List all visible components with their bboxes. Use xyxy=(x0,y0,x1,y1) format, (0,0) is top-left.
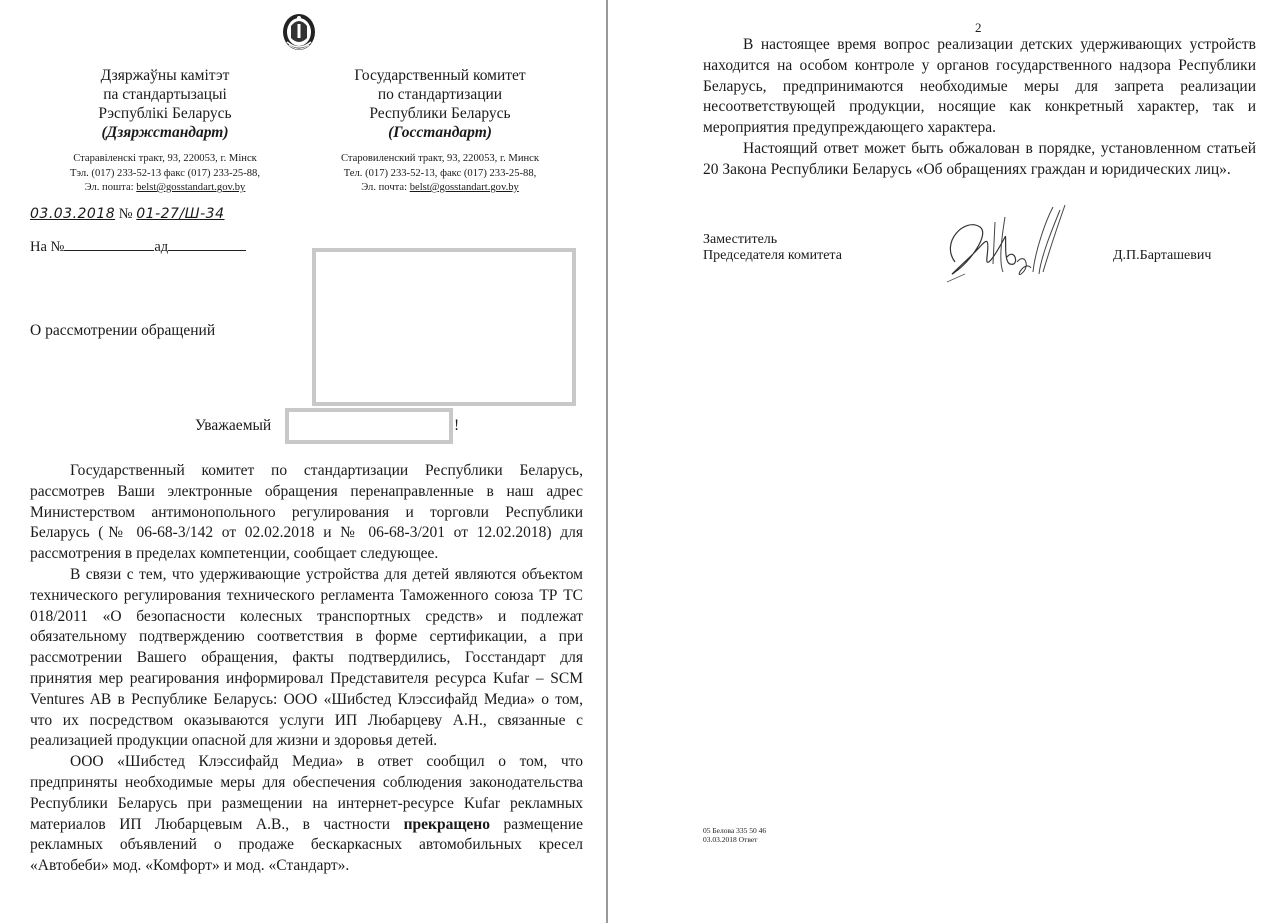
org-phone: Тэл. (017) 233-52-13 факс (017) 233-25-88, xyxy=(70,167,260,179)
org-contacts-russian xyxy=(305,152,575,196)
coat-of-arms-icon xyxy=(281,12,317,52)
greeting-exclamation: ! xyxy=(454,417,460,434)
executor-line: 03.03.2018 Ответ xyxy=(703,835,758,844)
executor-line: 05 Белова 335 50 46 xyxy=(703,826,767,835)
org-line: по стандартизации xyxy=(377,86,503,103)
reply-date-blank xyxy=(168,238,246,251)
page-1-body xyxy=(30,461,583,877)
paragraph-text: размещение рекламных объявлений о продаже бескаркасных автомобильных кресел «Автобеби» мод. «Комфорт» и мод. «Стандарт». xyxy=(30,815,583,875)
registration-date: 03.03.2018 xyxy=(30,206,116,222)
org-address: Старовиленский тракт, 93, 220053, г. Минск xyxy=(340,153,540,164)
org-name-belarusian xyxy=(35,66,295,142)
email-link[interactable]: belst@gosstandart.gov.by xyxy=(136,182,246,193)
paragraph: В связи с тем, что удерживающие устройства для детей являются объектом технического регулирования технического регламента Таможенного союза ТР ТС 018/2011 «О безопасности колесных транспортных средств» и подлежат обязательному подтверждению соответствия в форме сертификации, а при рассмотрении Вашего обращения, факты подтвердились, Госстандарт для принятия мер реагирования информировал Представителя ресурса Kufar – SCM Ventures AB в Республике Беларусь: ООО «Шибстед Клэссифайд Медиа» о том, что их посредством оказываются услуги ИП Любарцеву А.Н., связанные с реализацией продукции опасной для жизни и здоровья детей. xyxy=(30,565,583,750)
email-link[interactable]: belst@gosstandart.gov.by xyxy=(409,182,519,193)
signatory-title-line: Председателя комитета xyxy=(703,248,842,263)
number-sign: № xyxy=(118,206,133,222)
org-contacts-belarusian xyxy=(30,152,300,196)
reply-date-label: ад xyxy=(154,239,169,255)
page-1 xyxy=(0,0,606,923)
org-line: Рэспублікі Беларусь xyxy=(98,105,232,122)
greeting-salutation: Уважаемый xyxy=(195,417,272,434)
reply-reference-line xyxy=(30,238,246,256)
email-label: Эл. пошта: xyxy=(84,182,137,193)
org-abbreviation: (Дзяржстандарт) xyxy=(101,124,229,141)
org-line: па стандартызацыі xyxy=(103,86,227,103)
bold-emphasis: прекращено xyxy=(403,815,490,833)
org-name-russian xyxy=(310,66,570,142)
letter-subject: О рассмотрении обращений xyxy=(30,322,216,339)
page-divider xyxy=(606,0,608,923)
paragraph: Государственный комитет по стандартизации Республики Беларусь, рассмотрев Ваши электронные обращения перенаправленные в наш адрес Министерством антимонопольного регулирования и торговли Республики Беларусь (№ 06-68-3/142 от 02.02.2018 и № 06-68-3/201 от 12.02.2018) для рассмотрения в пределах компетенции, сообщает следующее. xyxy=(30,462,583,563)
paragraph xyxy=(30,752,583,877)
handwritten-signature-icon xyxy=(935,202,1075,287)
executor-note xyxy=(703,826,766,844)
redacted-recipient-name xyxy=(285,408,453,444)
page-2-body xyxy=(703,35,1256,181)
signatory-name: Д.П.Барташевич xyxy=(1113,248,1212,263)
page-number: 2 xyxy=(975,20,982,35)
signatory-title-line: Заместитель xyxy=(703,232,778,247)
paragraph: В настоящее время вопрос реализации детских удерживающих устройств находится на особом контроле у органов государственного надзора Республики Беларусь, предпринимаются необходимые меры для запрета реализации несоответствующей продукции, носящие как конкретный характер, так и мероприятия предупреждающего характера. xyxy=(703,36,1256,137)
org-address: Старавіленскі тракт, 93, 220053, г. Мінск xyxy=(73,153,257,164)
redacted-recipient-address xyxy=(312,248,576,406)
email-label: Эл. почта: xyxy=(361,182,410,193)
registration-number: 01-27/Ш-34 xyxy=(136,206,225,222)
paragraph-text: ООО «Шибстед Клэссифайд Медиа» в ответ сообщил о том, что предприняты необходимые меры для обеспечения соблюдения законодательства Республики Беларусь при размещении на интернет-ресурсе Kufar рекламных материалов ИП Любарцевым А.В., в частности xyxy=(30,753,583,833)
org-line: Дзяржаўны камітэт xyxy=(100,67,230,84)
paragraph: Настоящий ответ может быть обжалован в порядке, установленном статьей 20 Закона Республики Беларусь «Об обращениях граждан и юридических лиц». xyxy=(703,139,1256,178)
signatory-title xyxy=(703,232,842,264)
registration-line xyxy=(30,206,225,223)
org-line: Государственный комитет xyxy=(354,67,526,84)
org-phone: Тел. (017) 233-52-13, факс (017) 233-25-88, xyxy=(343,167,537,179)
org-abbreviation: (Госстандарт) xyxy=(388,124,492,141)
org-line: Республики Беларусь xyxy=(369,105,511,122)
reply-to-label: На № xyxy=(30,239,65,255)
reply-number-blank xyxy=(64,238,154,251)
